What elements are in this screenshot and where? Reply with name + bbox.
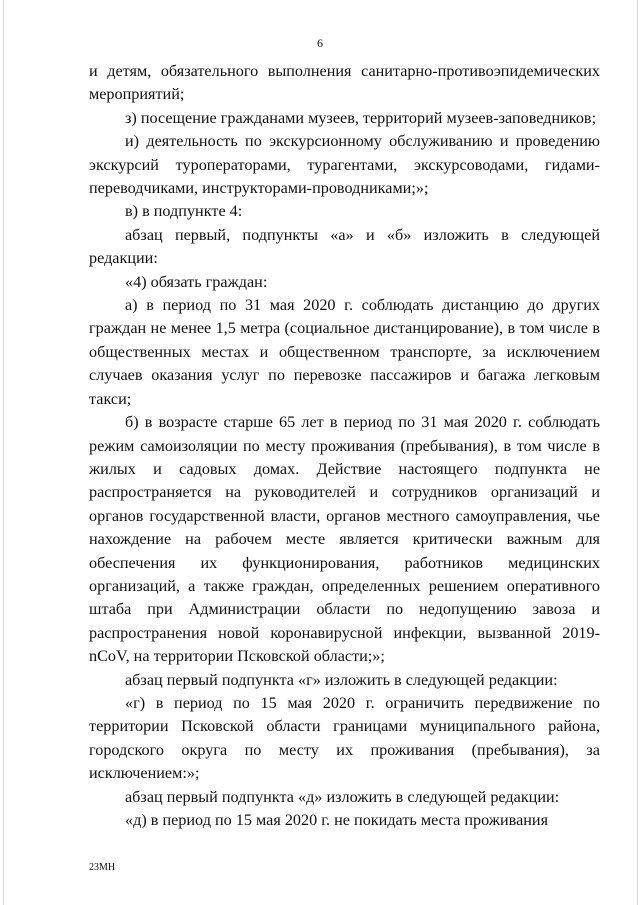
paragraph-item-i: и) деятельность по экскурсионному обслуживанию и проведению экскурсий туроператорами, турагентами, экскурсоводами, гидами-переводчиками, инструкторами-проводниками;»; [89,132,600,198]
paragraph-item-b: б) в возрасте старше 65 лет в период по 31 мая 2020 г. соблюдать режим самоизоляции по месту проживания (пребывания), в том числе в жилых и садовых домах. Действие настоящего подпункта не распространяется на руководителей и сотрудников организаций и органов государственной власти, органов местного самоуправления, чье нахождение на рабочем месте является критически важным для обеспечения их функционирования, работников медицинских организаций, а также граждан, определенных решением оперативного штаба при Администрации области по недопущению завоза и распространения новой коронавирусной инфекции, вызванной 2019-nCoV, на территории Псковской области;»; [89,413,600,666]
footer-code: 23МН [89,862,116,873]
paragraph-item-a: а) в период по 31 мая 2020 г. соблюдать дистанцию до других граждан не менее 1,5 метра (социальное дистанцирование), в том числе в общественных местах и общественном транспорте, за исключением случаев оказания услуг по перевозке пассажиров и багажа легковым такси; [89,296,600,408]
page-number: 6 [317,36,323,50]
document-body [89,60,600,832]
paragraph-amendment-intro: абзац первый, подпункты «а» и «б» изложить в следующей редакции: [89,225,600,268]
paragraph-item-v: в) в подпункте 4: [125,202,243,221]
paragraph-item-d: «д) в период по 15 мая 2020 г. не покидать места проживания [125,811,549,829]
paragraph-amendment-g-intro: абзац первый подпункта «г» изложить в следующей редакции: [125,670,558,689]
scan-edge-right [637,0,638,905]
paragraph-amendment-d-intro: абзац первый подпункта «д» изложить в следующей редакции: [125,787,560,806]
paragraph-item-g: «г) в период по 15 мая 2020 г. ограничить передвижение по территории Псковской области границами муниципального района, городского округа по месту их проживания (пребывания), за исключением:»; [89,693,600,783]
paragraph-item-z: з) посещение гражданами музеев, территорий музеев-заповедников; [125,108,597,127]
paragraph-item-4: «4) обязать граждан: [125,272,268,291]
scan-edge-left [3,0,4,905]
paragraph-continuation: и детям, обязательного выполнения санитарно-противоэпидемических мероприятий; [89,62,600,104]
